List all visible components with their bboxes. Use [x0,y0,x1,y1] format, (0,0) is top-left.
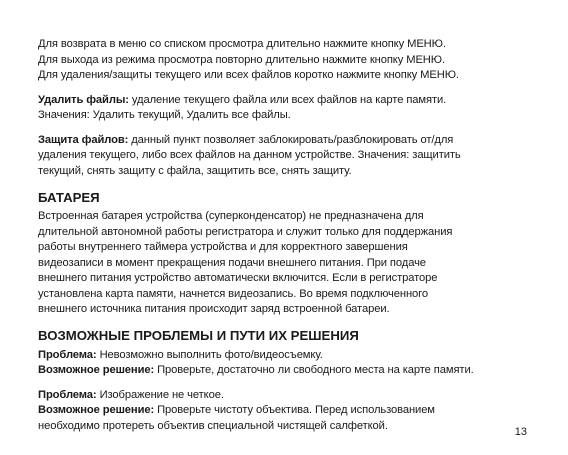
problems-heading: ВОЗМОЖНЫЕ ПРОБЛЕМЫ И ПУТИ ИХ РЕШЕНИЯ [38,327,359,343]
battery-paragraph [38,209,538,318]
problem-line [38,348,538,364]
battery-heading: БАТАРЕЯ [38,190,100,205]
problem-item [38,388,538,435]
intro-line: Для возврата в меню со списком просмотра длительно нажмите кнопку МЕНЮ. [38,38,446,50]
solution-line [38,403,538,419]
solution-line-2: необходимо протереть объектив специальной чистящей салфеткой. [38,419,388,432]
protect-files-label: Защита файлов: [38,133,129,146]
protect-files-line: текущий, снять защиту с файла, защитить все, снять защиту. [38,164,352,177]
solution-text: Проверьте чистоту объектива. Перед использованием [154,404,435,416]
delete-files-paragraph [38,93,538,124]
intro-line: Для выхода из режима просмотра повторно длительно нажмите кнопку МЕНЮ. [38,53,446,66]
intro-line: Для удаления/защиты текущего или всех файлов коротко нажмите кнопку МЕНЮ. [38,69,459,81]
delete-files-label: Удалить файлы: [38,93,129,106]
solution-line [38,363,538,379]
solution-label: Возможное решение: [38,404,155,416]
solution-text: Проверьте, достаточно ли свободного места на карте памяти. [154,364,474,376]
problem-label: Проблема: [38,348,97,361]
protect-files-line: удаления текущего, либо всех файлов на данном устройстве. Значения: защитить [38,149,461,161]
battery-line: длительной автономной работы регистратора и служит только для поддержания [38,225,453,238]
battery-line: установлена карта памяти, начнется видеозапись. Во время подключенного [38,287,428,300]
problem-label: Проблема: [38,388,97,401]
manual-page [38,37,538,443]
battery-line: видеозаписи в момент прекращения подачи внешнего питания. При подаче [38,256,426,269]
solution-label: Возможное решение: [38,364,155,376]
delete-files-values: Значения: Удалить текущий, Удалить все файлы. [38,109,291,121]
delete-files-line [38,93,538,109]
protect-files-text: данный пункт позволяет заблокировать/разблокировать от/для [128,133,454,146]
problem-text: Невозможно выполнить фото/видеосъемку. [96,348,323,361]
battery-line: Встроенная батарея устройства (суперконденсатор) не предназначена для [38,210,424,222]
problem-item [38,348,538,379]
battery-line: внешнего источника питания происходит заряд встроенной батареи. [38,303,390,315]
problem-line [38,388,538,404]
battery-line: внешнего питания устройство автоматически включится. Если в регистраторе [38,272,438,284]
protect-files-line [38,133,538,149]
battery-line: работы внутреннего таймера устройства и для корректного завершения [38,241,408,253]
problem-text: Изображение не четкое. [96,388,224,401]
delete-files-text: удаление текущего файла или всех файлов на карте памяти. [128,93,447,106]
intro-paragraph [38,37,538,84]
page-number: 13 [514,426,527,438]
protect-files-paragraph [38,133,538,180]
